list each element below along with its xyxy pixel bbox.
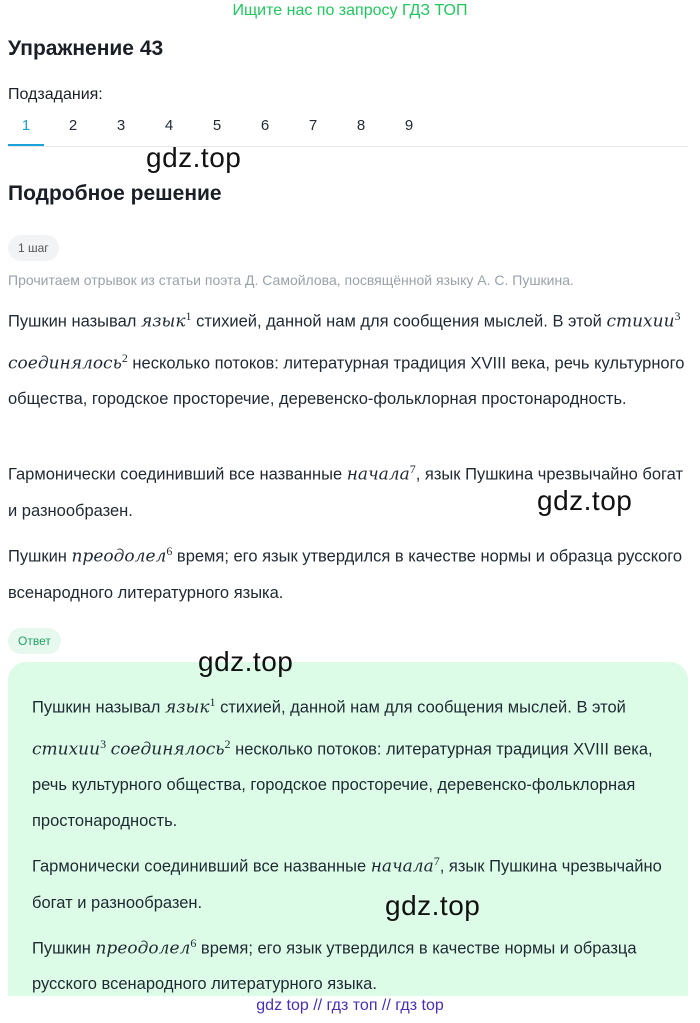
solution-intro: Прочитаем отрывок из статьи поэта Д. Самойлова, посвящённой языку А. С. Пушкина. [8,272,574,288]
paragraph-1: Пушкин называл язык$^1$ стихией, данной нам для сообщения мыслей. В этой стихии$^3$ соединялось$^2$ несколько потоков: литературная традиция XVIII века, речь культурного общества, городское просторечие, деревенско-фольклорная простонародность. [8,309,685,408]
subtask-tab-4[interactable]: 4 [164,117,174,134]
watermark: gdz.top [198,646,294,677]
subtask-tab-8[interactable]: 8 [356,117,366,134]
step-badge: 1 шаг [8,235,59,261]
subtask-tabs [8,108,688,147]
subtasks-label: Подзадания: [8,86,103,103]
subtask-tab-7[interactable]: 7 [308,117,318,134]
subtask-tab-1[interactable]: 1 [8,108,44,146]
subtask-tab-5[interactable]: 5 [212,117,222,134]
footer-links[interactable]: gdz top // гдз топ // гдз top [256,997,444,1014]
exercise-title: Упражнение 43 [8,37,164,60]
subtask-tab-2[interactable]: 2 [68,117,78,134]
watermark: gdz.top [385,890,481,921]
answer-paragraph-3: Пушкин преодолел$^6$ время; его язык утвердился в качестве нормы и образца русского всенародного литературного языка. [32,935,637,993]
top-banner[interactable]: Ищите нас по запросу ГДЗ ТОП [232,2,468,19]
solution-text [8,298,688,417]
watermark: gdz.top [537,485,633,516]
answer-paragraph-1: Пушкин называл язык$^1$ стихией, данной нам для сообщения мыслей. В этой стихии$^3$ соединялось$^2$ несколько потоков: литературная традиция XVIII века, речь культурного общества, городское просторечие, деревенско-фольклорная простонародность. [32,695,653,830]
solution-text-3 [8,533,688,611]
watermark: gdz.top [146,142,242,173]
paragraph-2: Гармонически соединивший все названные начала$^7$, язык Пушкина чрезвычайно богат и разнообразен. [8,462,684,520]
paragraph-3: Пушкин преодолел$^6$ время; его язык утвердился в качестве нормы и образца русского всенародного литературного языка. [8,544,683,602]
subtask-tab-6[interactable]: 6 [260,117,270,134]
subtask-tab-3[interactable]: 3 [116,117,126,134]
answer-box [8,662,688,996]
subtask-tab-9[interactable]: 9 [404,117,414,134]
answer-text [32,684,672,996]
answer-paragraph-2: Гармонически соединивший все названные начала$^7$, язык Пушкина чрезвычайно богат и разнообразен. [32,854,662,912]
answer-badge: Ответ [8,628,61,654]
solution-title: Подробное решение [8,182,222,205]
